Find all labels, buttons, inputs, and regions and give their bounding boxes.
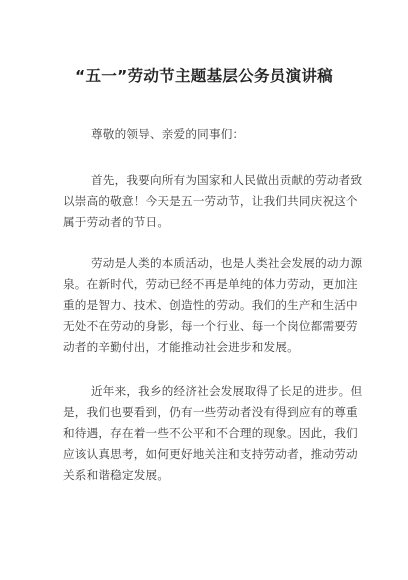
paragraph-3-line-2: 是，我们也要看到，仍有一些劳动者没有得到应有的尊重 [63, 405, 358, 419]
document-title: “五一”劳动节主题基层公务员演讲稿 [75, 67, 333, 85]
paragraph-3-line-1: 近年来，我乡的经济社会发展取得了长足的进步。但 [91, 384, 363, 398]
paragraph-1-line-3: 属于劳动者的节日。 [63, 215, 170, 229]
paragraph-3-line-5: 关系和谐稳定发展。 [63, 468, 170, 482]
salutation-line: 尊敬的领导、亲爱的同事们： [91, 127, 245, 141]
paragraph-2-line-4: 无处不在劳动的身影，每一个行业、每一个岗位都需要劳 [63, 319, 358, 333]
paragraph-3-line-3: 和待遇，存在着一些不公平和不合理的现象。因此，我们 [63, 426, 358, 440]
paragraph-2-line-1: 劳动是人类的本质活动，也是人类社会发展的动力源 [91, 256, 363, 270]
paragraph-2-line-2: 泉。在新时代，劳动已经不再是单纯的体力劳动，更加注 [63, 277, 358, 291]
paragraph-1-line-2: 以崇高的敬意！今天是五一劳动节，让我们共同庆祝这个 [63, 194, 358, 208]
paragraph-1-line-1: 首先，我要向所有为国家和人民做出贡献的劳动者致 [91, 173, 363, 187]
paragraph-2-line-5: 动者的辛勤付出，才能推动社会进步和发展。 [63, 340, 299, 354]
paragraph-3-line-4: 应该认真思考，如何更好地关注和支持劳动者，推动劳动 [63, 447, 358, 461]
paragraph-2-line-3: 重的是智力、技术、创造性的劳动。我们的生产和生活中 [63, 298, 358, 312]
